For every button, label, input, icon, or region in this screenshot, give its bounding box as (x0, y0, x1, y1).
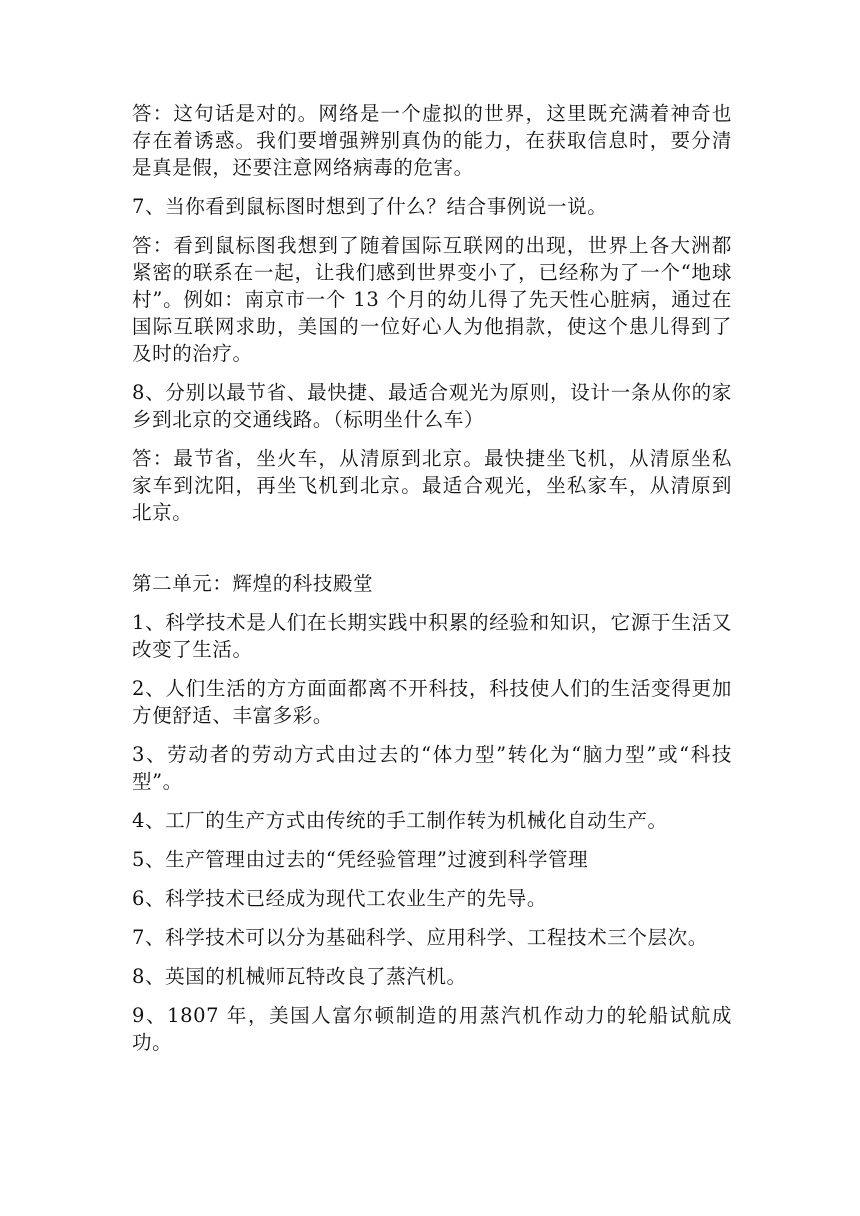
answer-paragraph: 答：最节省，坐火车，从清原到北京。最快捷坐飞机，从清原坐私家车到沈阳，再坐飞机到北京。最适合观光，坐私家车，从清原到北京。 (132, 447, 732, 524)
document-body (132, 100, 732, 1068)
list-item-1: 1、科学技术是人们在长期实践中积累的经验和知识，它源于生活又改变了生活。 (132, 611, 732, 661)
question-paragraph-7: 7、当你看到鼠标图时想到了什么？结合事例说一说。 (132, 195, 608, 218)
list-item-9: 9、1807 年，美国人富尔顿制造的用蒸汽机作动力的轮船试航成功。 (132, 1004, 732, 1054)
list-item-4: 4、工厂的生产方式由传统的手工制作转为机械化自动生产。 (132, 809, 668, 832)
question-paragraph-8: 8、分别以最节省、最快捷、最适合观光为原则，设计一条从你的家乡到北京的交通线路。（标明坐什么车） (132, 381, 732, 431)
section-heading: 第二单元：辉煌的科技殿堂 (132, 572, 374, 595)
section-spacer (132, 538, 732, 570)
list-item-8: 8、英国的机械师瓦特改良了蒸汽机。 (132, 965, 467, 988)
list-item-5: 5、生产管理由过去的“凭经验管理”过渡到科学管理 (132, 848, 589, 871)
list-item-2: 2、人们生活的方方面面都离不开科技，科技使人们的生活变得更加方便舒适、丰富多彩。 (132, 677, 732, 727)
answer-paragraph: 答：这句话是对的。网络是一个虚拟的世界，这里既充满着神奇也存在着诱惑。我们要增强辨别真伪的能力，在获取信息时，要分清是真是假，还要注意网络病毒的危害。 (132, 102, 732, 179)
list-item-6: 6、科学技术已经成为现代工农业生产的先导。 (132, 887, 548, 910)
answer-paragraph: 答：看到鼠标图我想到了随着国际互联网的出现，世界上各大洲都紧密的联系在一起，让我们感到世界变小了，已经称为了一个“地球村”。例如：南京市一个 13 个月的幼儿得了先天性心脏病，通过在国际互联网求助，美国的一位好心人为他捐款，使这个患儿得到了及时的治疗。 (132, 234, 732, 365)
list-item-7: 7、科学技术可以分为基础科学、应用科学、工程技术三个层次。 (132, 926, 708, 949)
list-item-3: 3、劳动者的劳动方式由过去的“体力型”转化为“脑力型”或“科技型”。 (132, 743, 732, 793)
